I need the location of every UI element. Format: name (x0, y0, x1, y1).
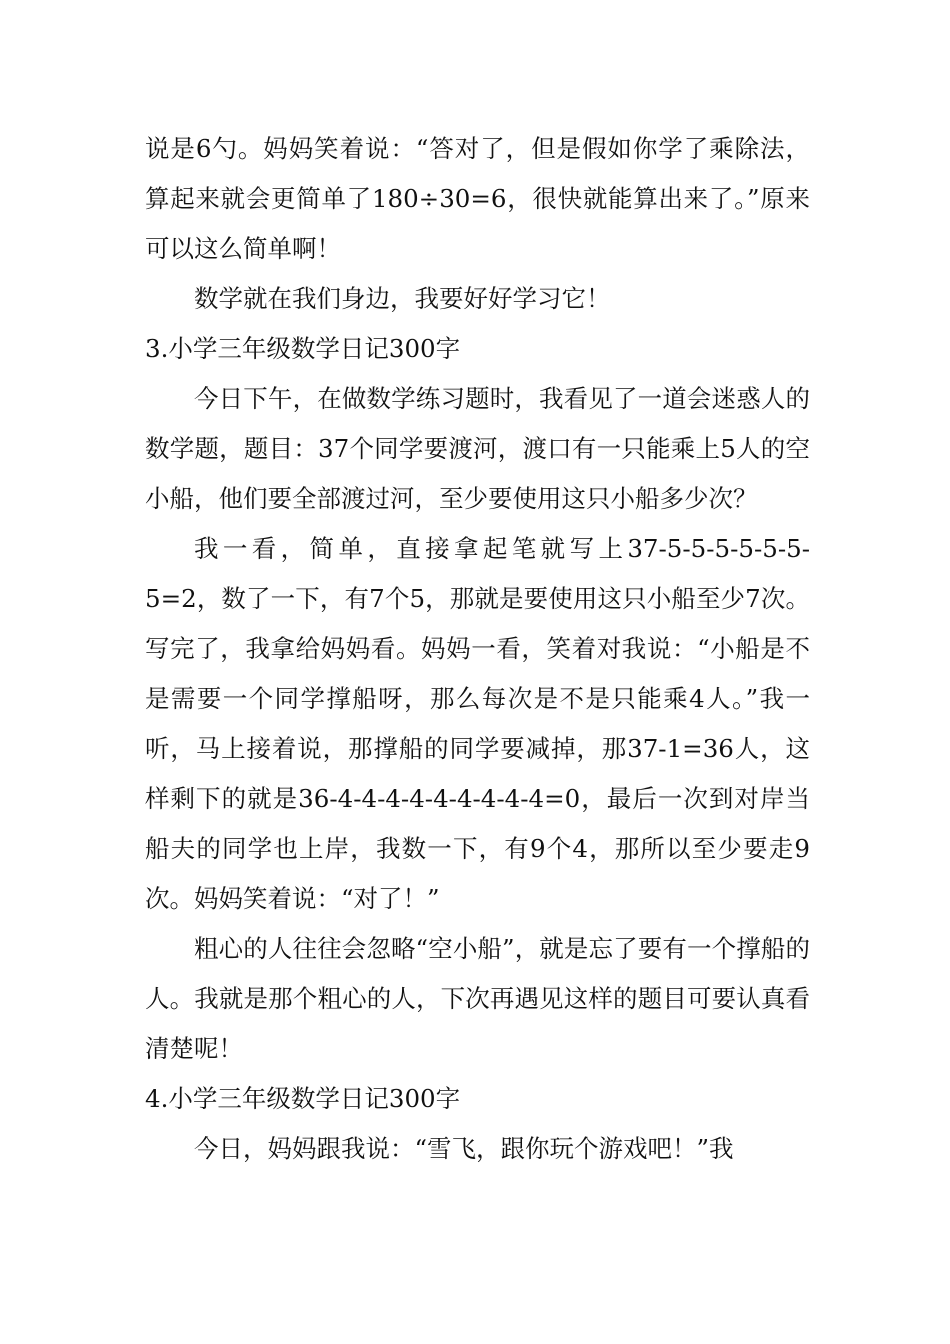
document-page (145, 124, 810, 1174)
section-heading-3: 3.小学三年级数学日记300字 (145, 334, 461, 363)
paragraph-4: 我一看，简单，直接拿起笔就写上37-5-5-5-5-5-5-5=2，数了一下，有7个5，那就是要使用这只小船至少7次。写完了，我拿给妈妈看。妈妈一看，笑着对我说：“小船是不是需要一个同学撑船呀，那么每次是不是只能乘4人。”我一听，马上接着说，那撑船的同学要减掉，那37-1=36人，这样剩下的就是36-4-4-4-4-4-4-4-4-4=0，最后一次到对岸当船夫的同学也上岸，我数一下，有9个4，那所以至少要走9次。妈妈笑着说：“对了！” (145, 534, 810, 913)
paragraph-3: 今日下午，在做数学练习题时，我看见了一道会迷惑人的数学题，题目：37个同学要渡河，渡口有一只能乘上5人的空小船，他们要全部渡过河，至少要使用这只小船多少次？ (145, 384, 810, 513)
paragraph-2: 数学就在我们身边，我要好好学习它！ (194, 284, 611, 313)
paragraph-1: 说是6勺。妈妈笑着说：“答对了，但是假如你学了乘除法，算起来就会更简单了180÷30=6，很快就能算出来了。”原来可以这么简单啊！ (145, 134, 810, 263)
paragraph-6: 今日，妈妈跟我说：“雪飞，跟你玩个游戏吧！”我 (194, 1134, 734, 1163)
section-heading-4: 4.小学三年级数学日记300字 (145, 1084, 461, 1113)
paragraph-5: 粗心的人往往会忽略“空小船”，就是忘了要有一个撑船的人。我就是那个粗心的人，下次再遇见这样的题目可要认真看清楚呢！ (145, 934, 810, 1063)
